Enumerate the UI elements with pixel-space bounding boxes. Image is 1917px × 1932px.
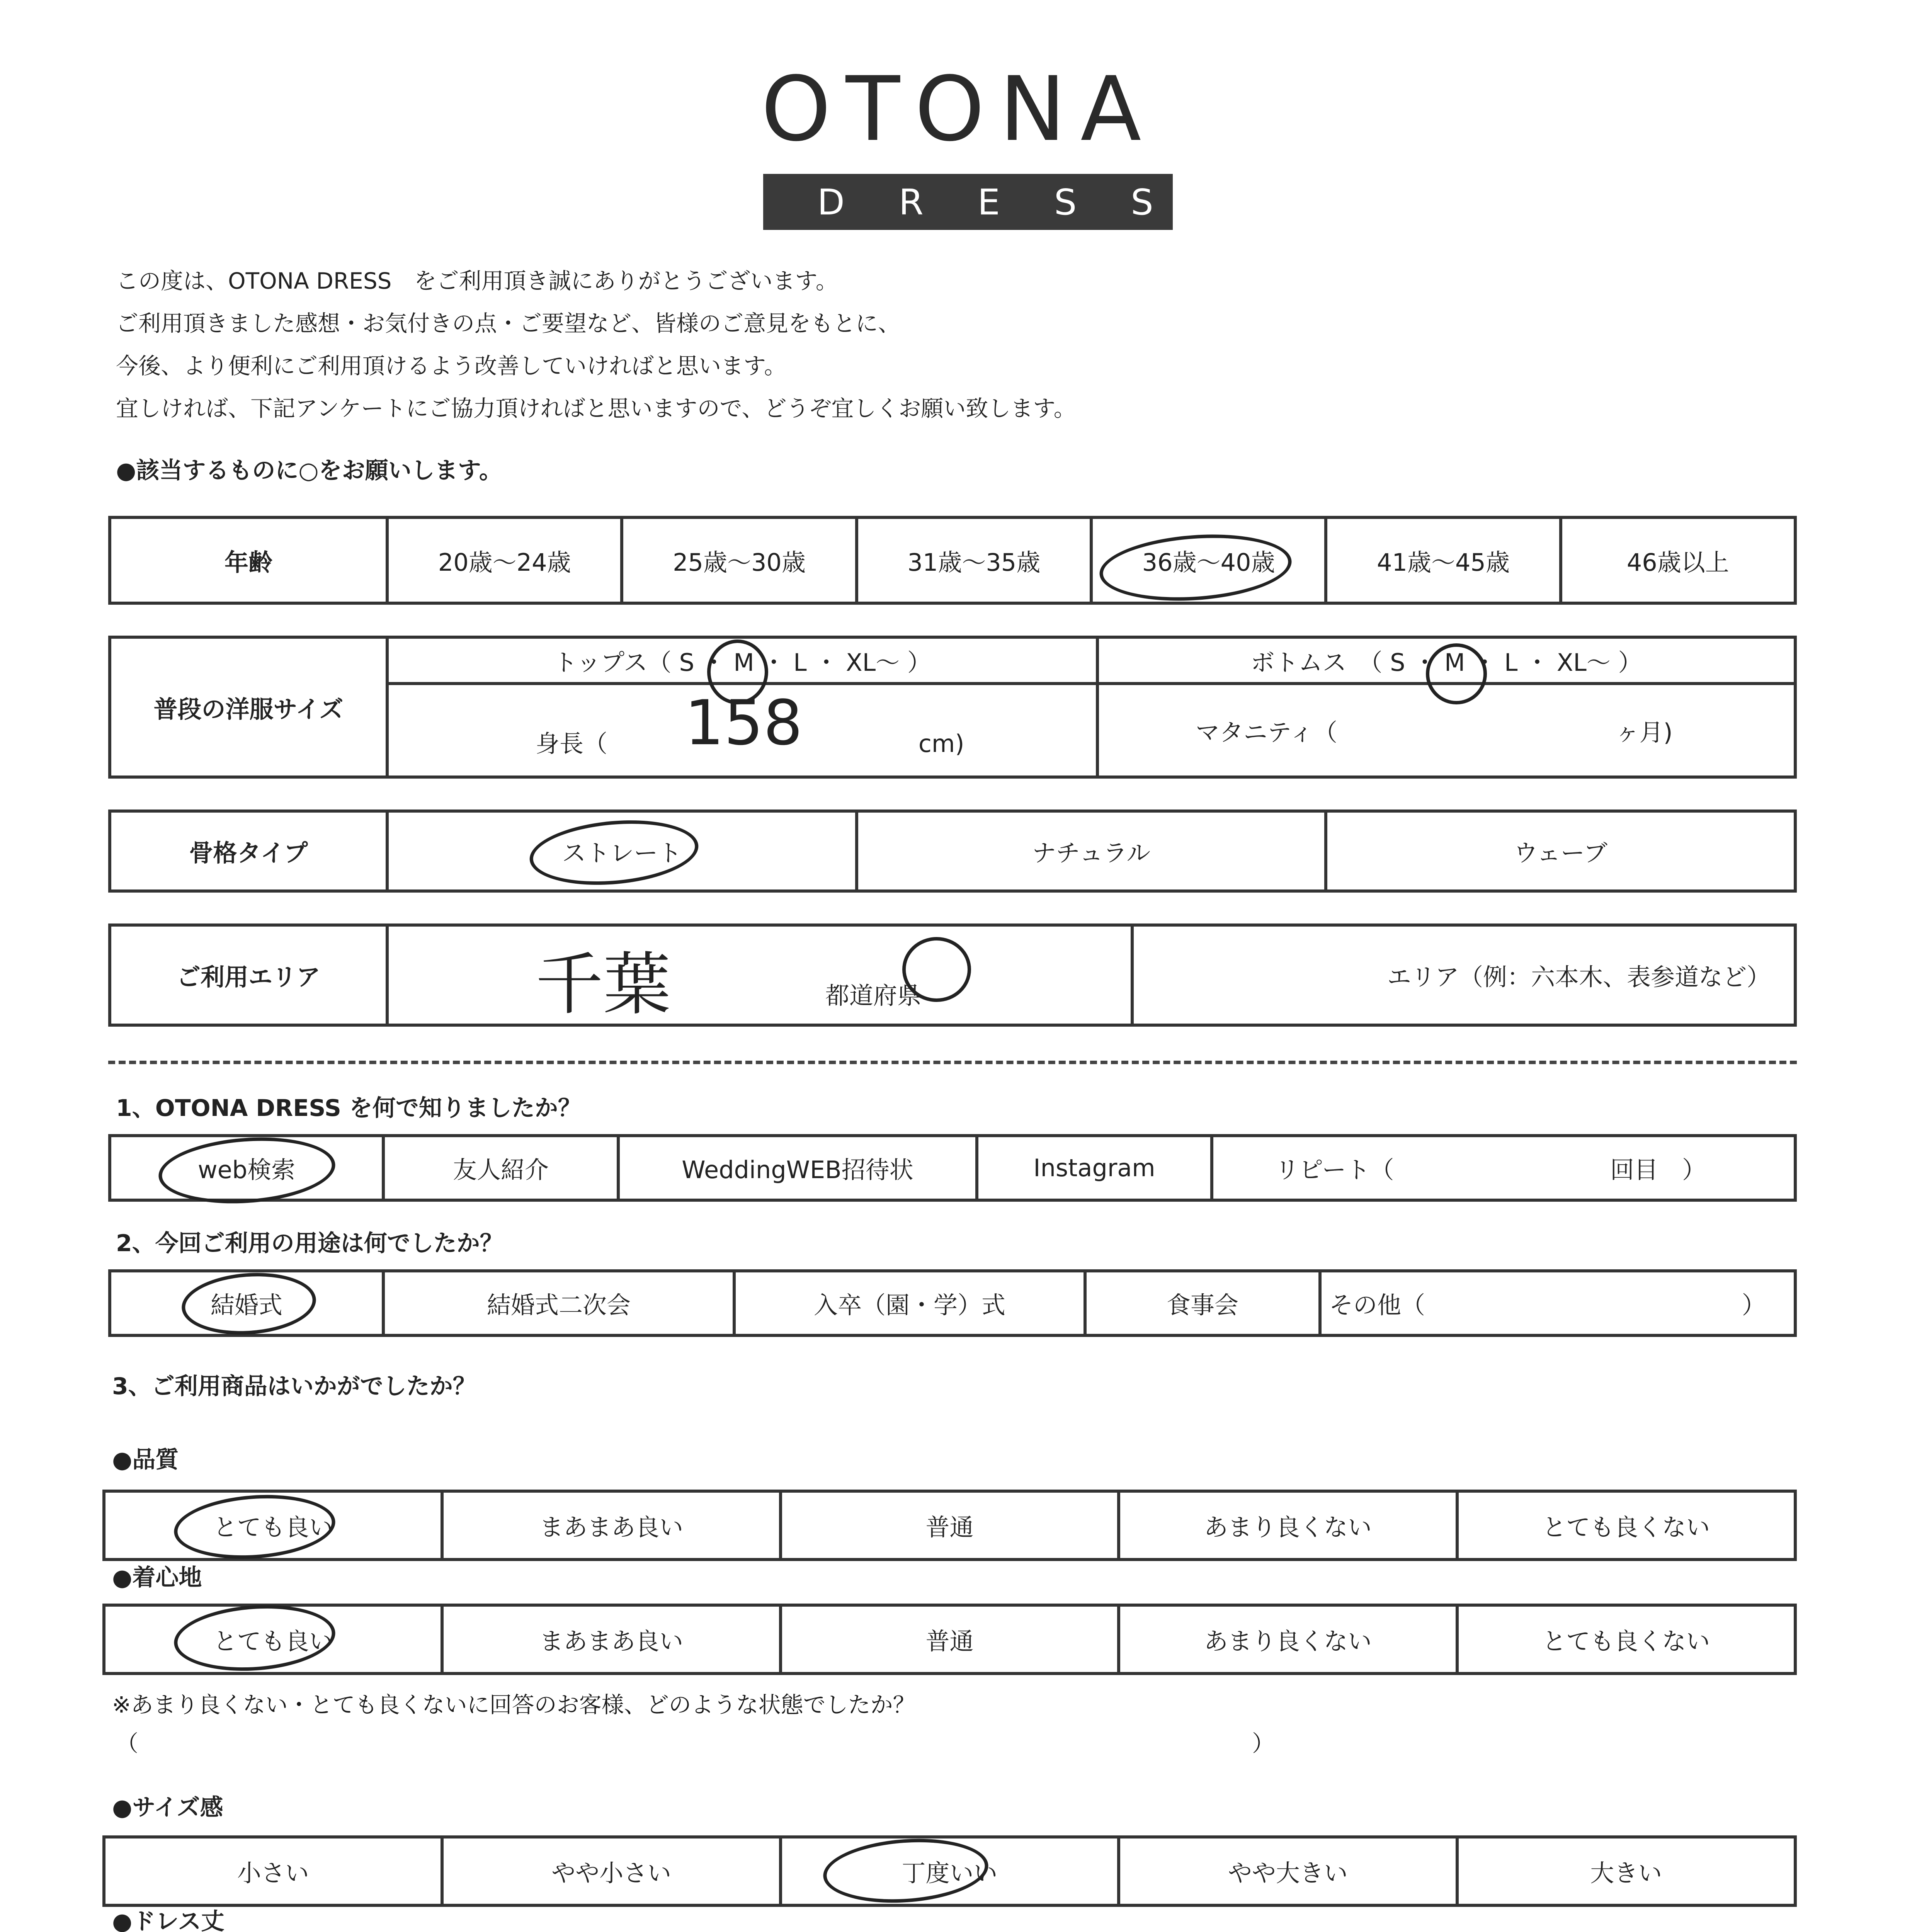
q2-option-other[interactable] (1320, 1271, 1795, 1335)
quality-table (102, 1490, 1797, 1561)
q2-other-label: その他（ (1329, 1291, 1425, 1319)
q2-option-ceremony[interactable]: 入卒（園・学）式 (734, 1271, 1085, 1335)
comfort-option-3[interactable]: 普通 (781, 1605, 1119, 1673)
age-table (108, 516, 1797, 605)
q1-repeat-count: 回目 ） (1610, 1156, 1706, 1184)
q1-option-friend[interactable]: 友人紹介 (383, 1136, 618, 1200)
q2-option-wedding[interactable]: 結婚式 (110, 1271, 383, 1335)
age-option-2[interactable]: 25歳～30歳 (622, 517, 856, 603)
bottoms-size[interactable]: ボトムス （ S ・ M ・ L ・ XL～ ） (1097, 637, 1795, 684)
q2-other-close: ） (1742, 1291, 1766, 1319)
q2-option-dinner[interactable]: 食事会 (1085, 1271, 1320, 1335)
intro-line-3: 今後、より便利にご利用頂けるよう改善していければと思います。 (116, 353, 787, 379)
quality-option-3[interactable]: 普通 (781, 1491, 1119, 1560)
size-table (108, 636, 1797, 779)
body-type-wave[interactable]: ウェーブ (1326, 811, 1795, 891)
tops-size[interactable]: トップス（ S ・ M ・ L ・ XL～ ） (387, 637, 1097, 684)
prefecture-value: 千葉 (536, 946, 671, 1024)
q3-title: 3、ご利用商品はいかがでしたか？ (112, 1373, 476, 1400)
q3-paren-close: ） (1252, 1730, 1275, 1757)
q1-option-web[interactable]: web検索 (110, 1136, 383, 1200)
section-divider (108, 1061, 1797, 1064)
body-type-natural[interactable]: ナチュラル (857, 811, 1326, 891)
instruction: ●該当するものに○をお願いします。 (116, 457, 502, 484)
area-hint[interactable]: エリア（例：六本木、表参道など） (1132, 925, 1795, 1025)
age-label: 年齢 (110, 517, 387, 603)
area-label: ご利用エリア (110, 925, 387, 1025)
height-value: 158 (684, 686, 803, 759)
q2-table (108, 1269, 1797, 1337)
q1-option-repeat[interactable] (1212, 1136, 1795, 1200)
logo-otona: OTONA (761, 58, 1156, 161)
maternity-cell[interactable] (1097, 684, 1795, 777)
q1-repeat-label: リピート（ (1275, 1156, 1394, 1184)
fit-option-1[interactable]: 小さい (104, 1837, 442, 1905)
fit-table (102, 1835, 1797, 1907)
height-label: 身長（ (536, 729, 608, 758)
q1-table (108, 1134, 1797, 1202)
q2-option-afterparty[interactable]: 結婚式二次会 (383, 1271, 734, 1335)
length-label: ●ドレス丈 (112, 1908, 225, 1932)
prefecture-suffix: 都道府県 (825, 981, 921, 1010)
intro-line-1: この度は、OTONA DRESS をご利用頂き誠にありがとうございます。 (116, 268, 838, 294)
height-unit: cm) (918, 729, 964, 758)
quality-option-4[interactable]: あまり良くない (1119, 1491, 1457, 1560)
area-table (108, 923, 1797, 1027)
comfort-option-1[interactable]: とても良い (104, 1605, 442, 1673)
maternity-unit: ヶ月) (1615, 718, 1673, 747)
comfort-option-4[interactable]: あまり良くない (1119, 1605, 1457, 1673)
prefecture-cell[interactable] (387, 925, 1132, 1025)
age-option-6[interactable]: 46歳以上 (1561, 517, 1795, 603)
age-option-5[interactable]: 41歳～45歳 (1326, 517, 1560, 603)
q3-paren-open: （ (116, 1730, 139, 1757)
fit-option-3[interactable]: 丁度いい (781, 1837, 1119, 1905)
comfort-table (102, 1604, 1797, 1675)
age-option-4[interactable]: 36歳～40歳 (1091, 517, 1326, 603)
logo-dress: DRESS (817, 182, 1208, 223)
intro-line-2: ご利用頂きました感想・お気付きの点・ご要望など、皆様のご意見をもとに、 (116, 310, 901, 337)
body-type-straight[interactable]: ストレート (387, 811, 857, 891)
height-cell[interactable] (387, 684, 1097, 777)
quality-option-2[interactable]: まあまあ良い (442, 1491, 780, 1560)
body-type-label: 骨格タイプ (110, 811, 387, 891)
comfort-option-5[interactable]: とても良くない (1457, 1605, 1795, 1673)
fit-option-2[interactable]: やや小さい (442, 1837, 780, 1905)
fit-option-4[interactable]: やや大きい (1119, 1837, 1457, 1905)
quality-option-1[interactable]: とても良い (104, 1491, 442, 1560)
size-label: 普段の洋服サイズ (110, 637, 387, 777)
fit-label: ●サイズ感 (112, 1794, 223, 1821)
quality-option-5[interactable]: とても良くない (1457, 1491, 1795, 1560)
body-type-table (108, 810, 1797, 893)
comfort-option-2[interactable]: まあまあ良い (442, 1605, 780, 1673)
q1-title: 1、OTONA DRESS を何で知りましたか？ (116, 1095, 581, 1122)
fit-option-5[interactable]: 大きい (1457, 1837, 1795, 1905)
q1-option-instagram[interactable]: Instagram (977, 1136, 1212, 1200)
quality-label: ●品質 (112, 1446, 179, 1473)
age-option-1[interactable]: 20歳～24歳 (387, 517, 622, 603)
maternity-label: マタニティ（ (1196, 718, 1338, 747)
q1-option-wedding-web[interactable]: WeddingWEB招待状 (618, 1136, 977, 1200)
age-option-3[interactable]: 31歳～35歳 (857, 517, 1091, 603)
intro-line-4: 宜しければ、下記アンケートにご協力頂ければと思いますので、どうぞ宜しくお願い致します。 (116, 395, 1076, 422)
q2-title: 2、今回ご利用の用途は何でしたか？ (116, 1230, 503, 1257)
comfort-label: ●着心地 (112, 1564, 202, 1591)
q3-note: ※あまり良くない・とても良くないに回答のお客様、どのような状態でしたか？ (112, 1692, 915, 1718)
